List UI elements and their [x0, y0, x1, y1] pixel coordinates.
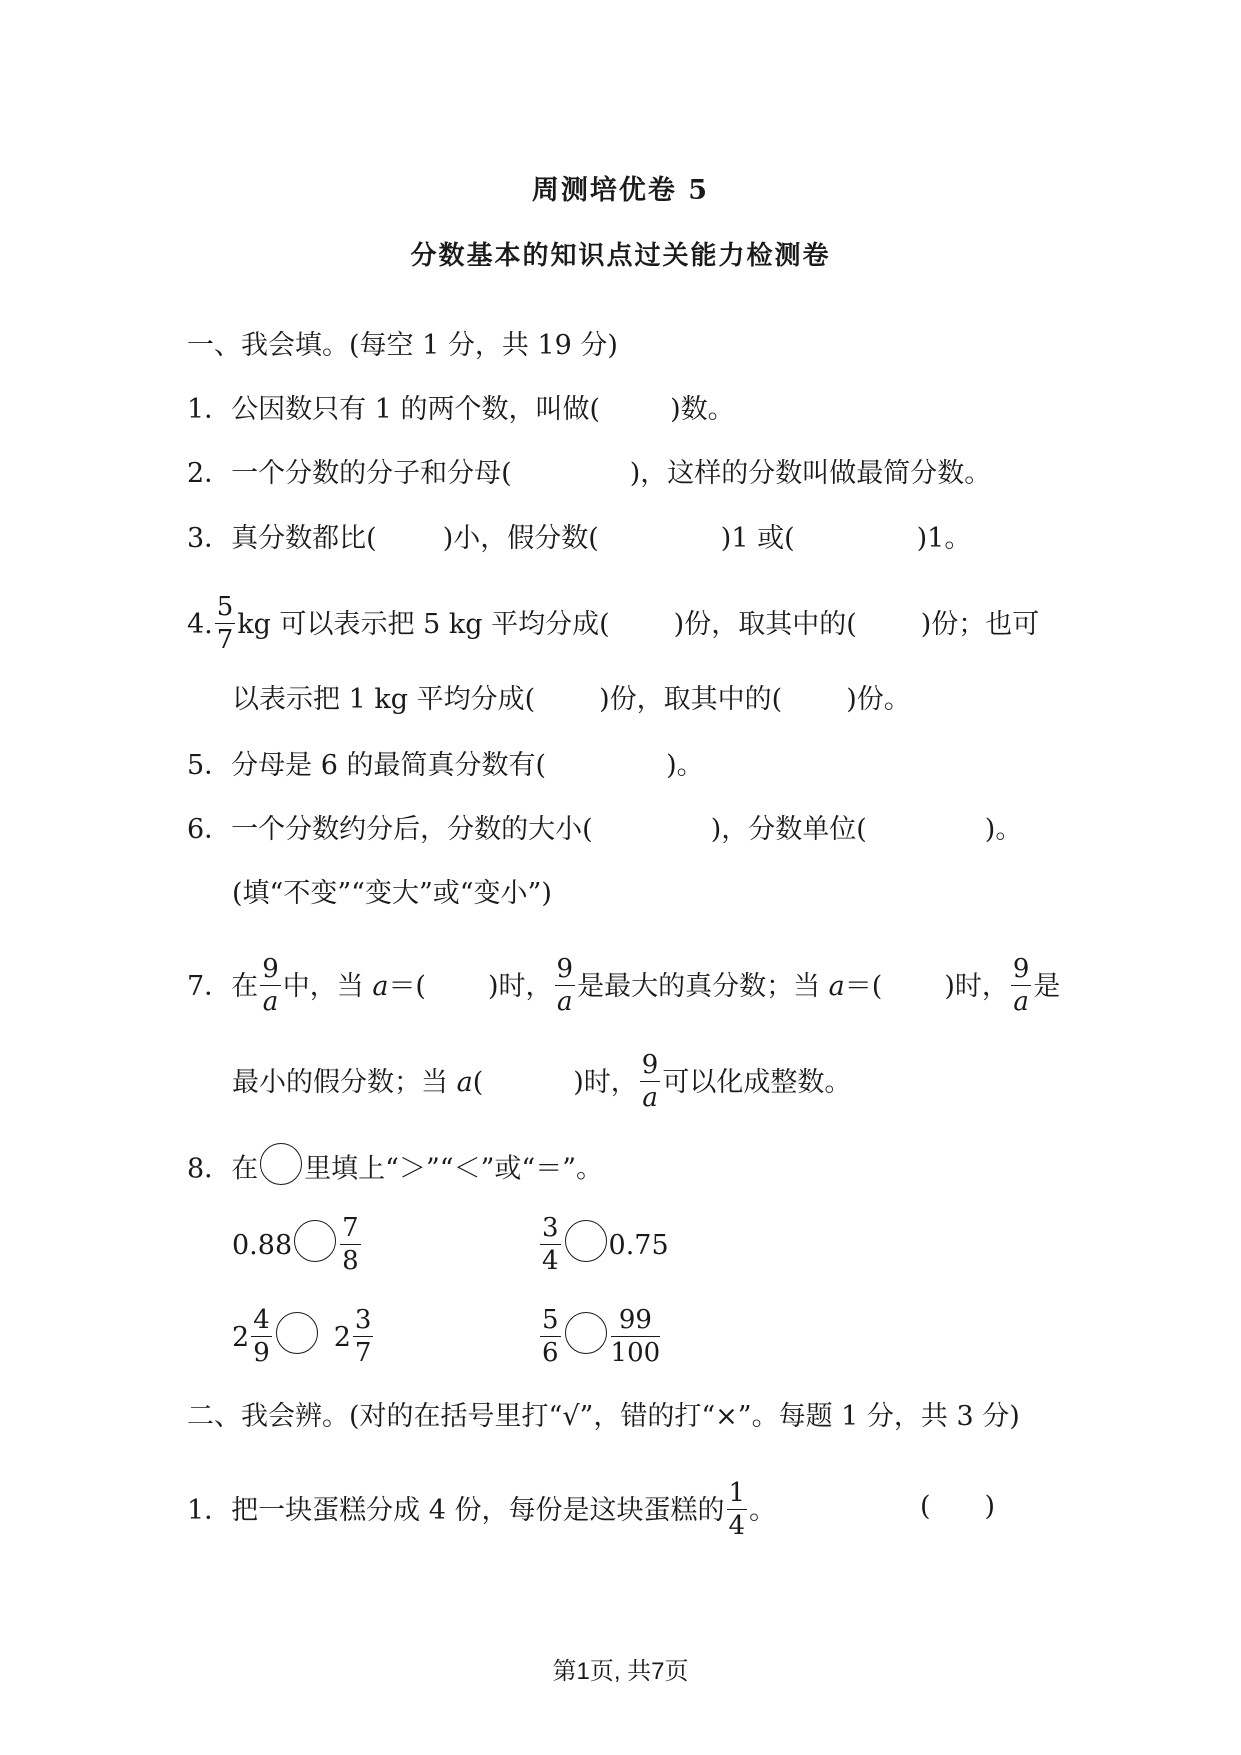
q-text: )1。 — [916, 523, 972, 554]
numerator: 7 — [342, 1213, 359, 1243]
fraction — [611, 1307, 661, 1366]
q-text: 6．一个分数约分后，分数的大小( — [187, 814, 593, 845]
compare-circle[interactable] — [565, 1312, 607, 1354]
fraction — [727, 1480, 748, 1539]
denominator: 7 — [354, 1338, 372, 1368]
q-text: 1．把一块蛋糕分成 4 份，每份是这块蛋糕的 — [187, 1495, 725, 1526]
fraction — [555, 956, 576, 1015]
numerator: 9 — [1012, 954, 1030, 984]
denominator: a — [262, 987, 279, 1017]
q-text: 8．在 — [187, 1153, 259, 1185]
fraction — [1011, 956, 1032, 1015]
numerator: 9 — [262, 954, 279, 984]
question-1-4 — [187, 592, 1040, 655]
q-text: )，这样的分数叫做最简分数。 — [629, 458, 992, 489]
number: 0.75 — [608, 1230, 669, 1261]
q-text: )时， — [944, 971, 1009, 1002]
q-text: 以表示把 1 kg 平均分成( — [232, 684, 536, 715]
page-title: 周测培优卷 5 — [531, 175, 710, 206]
compare-circle[interactable] — [294, 1220, 336, 1262]
q-text: 是最大的真分数；当 — [577, 971, 829, 1002]
circle-icon — [260, 1143, 302, 1185]
q-text: 5．分母是 6 的最简真分数有( — [187, 750, 547, 781]
page-subtitle: 分数基本的知识点过关能力检测卷 — [410, 241, 831, 271]
compare-circle[interactable] — [276, 1312, 318, 1354]
number: 0.88 — [232, 1230, 293, 1261]
q-text: kg 可以表示把 5 kg 平均分成( — [237, 609, 610, 640]
q-text: 是 — [1033, 971, 1061, 1002]
q-text: 2．一个分数的分子和分母( — [187, 458, 512, 489]
numerator: 4 — [253, 1305, 270, 1335]
q-text: ( — [472, 1067, 484, 1098]
whole-number: 2 — [232, 1322, 250, 1353]
q-text: )时， — [573, 1067, 638, 1098]
compare-item-1 — [232, 1213, 363, 1276]
section1-heading: 一、我会填。(每空 1 分，共 19 分) — [187, 330, 618, 361]
denominator: 100 — [610, 1338, 661, 1368]
compare-item-3 — [232, 1305, 375, 1368]
question-1-1 — [187, 393, 735, 427]
q-text: )数。 — [670, 394, 735, 425]
denominator: 8 — [342, 1246, 359, 1276]
numerator: 99 — [611, 1307, 661, 1337]
q-text: ＝( — [388, 971, 426, 1002]
question-1-7-line2 — [232, 1050, 852, 1113]
denominator: 4 — [728, 1511, 746, 1541]
numerator: 5 — [542, 1305, 559, 1335]
numerator: 3 — [354, 1305, 372, 1335]
question-1-4-line2 — [232, 683, 911, 717]
page-footer: 第1页, 共7页 — [552, 1658, 689, 1685]
q-text: )份，取其中的( — [673, 609, 857, 640]
question-2-1 — [187, 1478, 777, 1541]
numerator: 9 — [556, 954, 574, 984]
question-1-8 — [187, 1149, 603, 1191]
q-text: )。 — [984, 814, 1023, 845]
question-1-7 — [187, 954, 1061, 1017]
fraction — [251, 1307, 272, 1366]
fraction — [540, 1307, 561, 1366]
fraction — [260, 956, 281, 1015]
q-text: 里填上“＞”“＜”或“＝”。 — [304, 1153, 604, 1185]
q-text: 中，当 — [282, 971, 373, 1002]
question-1-3 — [187, 522, 971, 556]
q-text: )。 — [666, 750, 704, 781]
question-1-2 — [187, 457, 991, 491]
denominator: 6 — [542, 1338, 559, 1368]
q-prefix: 4. — [187, 609, 213, 640]
q-text: 最小的假分数；当 — [232, 1067, 457, 1098]
fraction — [353, 1307, 374, 1366]
fraction — [540, 1215, 561, 1274]
denominator: a — [642, 1083, 658, 1113]
question-1-6 — [187, 813, 1022, 847]
section2-heading: 二、我会辨。(对的在括号里打“√”，错的打“×”。每题 1 分，共 3 分) — [187, 1401, 1020, 1432]
whole-number: 2 — [333, 1322, 351, 1353]
variable: a — [456, 1067, 473, 1098]
q-text: 可以化成整数。 — [662, 1067, 852, 1098]
denominator: a — [557, 987, 573, 1017]
q-text: )份。 — [846, 684, 911, 715]
q-text: 3．真分数都比( — [187, 523, 377, 554]
q-text: 。 — [749, 1495, 777, 1526]
denominator: 9 — [253, 1338, 270, 1368]
question-1-5 — [187, 749, 704, 783]
q-text: )，分数单位( — [710, 814, 867, 845]
numerator: 5 — [216, 592, 234, 622]
variable: a — [828, 971, 845, 1002]
numerator: 3 — [542, 1213, 559, 1243]
denominator: 7 — [216, 625, 234, 655]
q-text: ＝( — [844, 971, 883, 1002]
fraction — [340, 1215, 361, 1274]
numerator: 1 — [728, 1478, 746, 1508]
variable: a — [372, 971, 389, 1002]
q-text: )时， — [487, 971, 553, 1002]
compare-item-4 — [538, 1305, 662, 1368]
denominator: a — [1013, 987, 1029, 1017]
question-1-6-hint: (填“不变”“变大”或“变小”) — [232, 878, 552, 909]
fraction — [215, 594, 236, 653]
q-text: )份；也可 — [920, 609, 1040, 640]
compare-item-2 — [538, 1213, 669, 1276]
q-text: )1 或( — [720, 523, 795, 554]
q-text: )份，取其中的( — [599, 684, 783, 715]
q-text: )小，假分数( — [442, 523, 599, 554]
q-text: 7．在 — [187, 971, 259, 1002]
q-text: 1．公因数只有 1 的两个数，叫做( — [187, 394, 601, 425]
denominator: 4 — [542, 1246, 559, 1276]
fraction — [640, 1052, 661, 1111]
numerator: 9 — [641, 1050, 659, 1080]
compare-circle[interactable] — [565, 1220, 607, 1262]
answer-parentheses[interactable]: ( ) — [920, 1491, 996, 1522]
